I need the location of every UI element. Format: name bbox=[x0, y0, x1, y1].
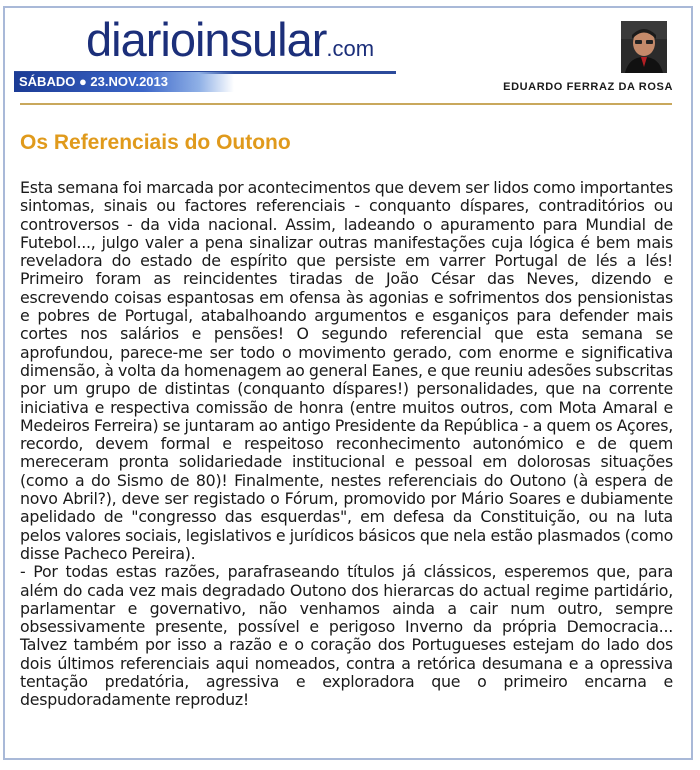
article-body bbox=[20, 179, 673, 710]
author-name: EDUARDO FERRAZ DA ROSA bbox=[503, 81, 673, 93]
author-portrait-icon bbox=[621, 21, 667, 73]
masthead-logo bbox=[14, 13, 396, 92]
author-photo bbox=[621, 21, 667, 73]
article-paragraph-2: - Por todas estas razões, parafraseando títulos já clássicos, esperemos que, para além do cada vez mais degradado Outono dos hierarcas do actual regime partidário, parlamentar e governativo, não venhamos ainda a cair num outro, sempre obsessivamente presente, possível e perigoso Inverno da própria Democracia... Talvez também por isso a razão e o coração dos Portugueses estejam do lado dos dois últimos referenciais aqui nomeados, contra a retórica desumana e a opressiva tentação predatória, agressiva e exploradora que o primeiro encarna e despudoradamente reproduz! bbox=[20, 562, 673, 710]
header-divider bbox=[20, 103, 672, 105]
logo-insular: insular bbox=[194, 13, 327, 66]
article-title: Os Referenciais do Outono bbox=[20, 131, 291, 154]
logo-com: .com bbox=[326, 36, 375, 61]
logo-diario: diario bbox=[86, 13, 195, 66]
article-paragraph-1: Esta semana foi marcada por acontecimentos que devem ser lidos como importantes sintomas, sinais ou factores referenciais - conquanto díspares, contraditórios ou controversos - da vida nacional. Assim, ladeando o apuramento para Mundial de Futebol..., julgo valer a pena sinalizar outras manifestações cuja lógica é bem mais reveladora do estado de espírito que persiste em varrer Portugal de lés a lés! Primeiro foram as reincidentes tiradas de João César das Neves, dizendo e escrevendo coisas espantosas em ofensa às agonias e sofrimentos dos pensionistas e pobres de Portugal, atabalhoando argumentos e esganiços para defender mais cortes nos salários e pensões! O segundo referencial que esta semana se aprofundou, parece-me ser todo o movimento gerado, com enorme e significativa dimensão, à volta da homenagem ao general Eanes, e que reuniu adesões subscritas por um grupo de distintas (conquanto díspares!) personalidades, que na corrente iniciativa e respectiva comissão de honra (entre muitos outros, com Mota Amaral e Medeiros Ferreira) se juntaram ao antigo Presidente da República - a quem os Açores, recordo, devem formal e respeitoso reconhecimento autonómico e de quem mereceram pronta solidariedade institucional e pessoal em dolorosas situações (como a do Sismo de 80)! Finalmente, nestes referenciais do Outono (à espera de novo Abril?), deve ser registado o Fórum, promovido por Mário Soares e dubiamente apelidado de "congresso das esquerdas", em defesa da Constituição, ou na luta pelos valores sociais, legislativos e jurídicos básicos que nela estão plasmados (como disse Pacheco Pereira). bbox=[20, 178, 673, 563]
date-banner: SÁBADO ● 23.NOV.2013 bbox=[14, 72, 199, 92]
logo-text bbox=[86, 13, 375, 66]
